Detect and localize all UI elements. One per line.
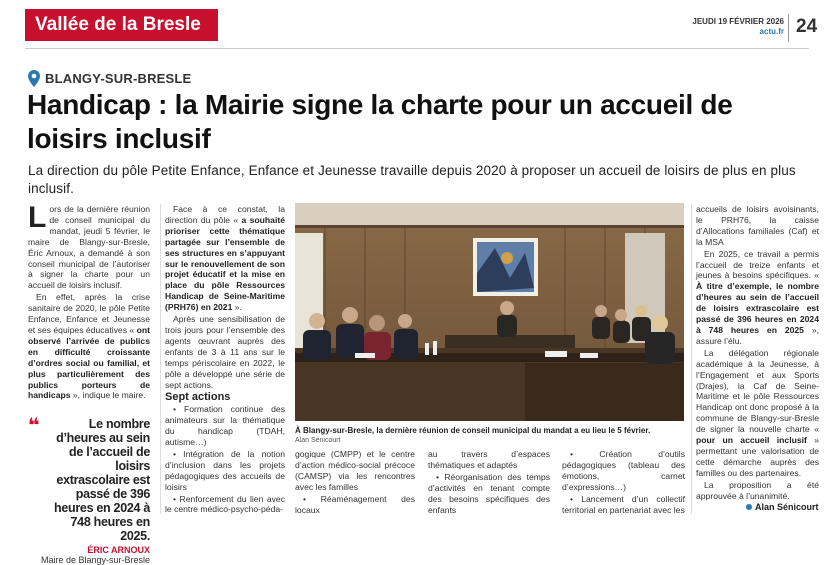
paragraph-text: La délégation régionale académique à la Jeunesse, à l’Engagement et aux Sports (Drajes), la Caf de Seine-Maritime et le pôle Ressources Handicap ont donc proposé à la commune de Blangy-sur-Bresle de signer la nouvelle charte « [696,347,819,435]
photo-caption: À Blangy-sur-Bresle, la dernière réunion de conseil municipal du mandat a eu lieu le 5 février. [295,426,651,435]
paragraph [28,292,150,401]
article-column-2 [165,204,285,516]
article-column-3 [295,449,415,516]
photo-credit: Alan Sénicourt [295,437,341,444]
paragraph-bold: a souhaité prioriser cette thématique partagée sur l’ensemble de ses structures en s’appuyant sur le renouvellement de son projet éducatif et la mise en place du pôle Ressources Handicap de Seine-Maritime (PRH76) en 2021 [165,214,285,313]
paragraph [696,249,819,347]
paragraph: Après une sensibilisation de trois jours pour l’ensemble des agents œuvrant auprès des enfants de 3 à 11 ans sur le temps périscolaire en 2022, le pôle a développé une série de sept actions. [165,314,285,390]
paragraph: La proposition a été approuvée à l’unanimité. [696,479,819,501]
paragraph-text: En effet, après la crise sanitaire de 2020, le pôle Petite Enfance, Enfance et Jeunesse et ses équipes éducatives « [28,292,150,335]
paragraph-text: ». [232,302,242,313]
article-column-4 [428,449,550,516]
paragraph-text: » permettant une valorisation de cette démarche auprès des familles ou des partenaires. [696,435,820,478]
author-name: Alan Sénicourt [755,502,819,512]
paragraph [28,201,150,291]
quote-author-role: Maire de Blangy-sur-Bresle [40,555,150,565]
column-divider [160,204,161,514]
header-divider [788,14,789,42]
pull-quote [28,417,150,565]
paragraph-text: ors de la dernière réunion de conseil municipal du mandat, jeudi 5 février, le maire de Blangy-sur-Bresle, Éric Arnoux, a demandé à son conseil municipal de l’autoriser à signer la charte pour un accueil de loisirs inclusif. [28,204,150,291]
list-item: • Formation continue des animateurs sur la thématique du handicap (TDAH, autisme…) [165,404,285,448]
paragraph-text: En 2025, ce travail a permis l’accueil de treize enfants et jeunes à besoins spécifiques. « [696,248,819,281]
publication-date: JEUDI 19 FÉVRIER 2026 [692,17,784,26]
paragraph-text: », assure l’élu. [696,324,819,346]
council-meeting-photo [295,203,684,421]
page-number: 24 [796,16,818,37]
paragraph-bold: À titre d’exemple, le nombre d’heures au sein de l’accueil de loisirs extrascolaire est passé de 396 heures en 2024 à 748 heures en 2025 [696,281,819,335]
section-subhead: Sept actions [165,391,231,404]
section-title: Vallée de la Bresle [25,9,218,41]
header-rule [25,48,809,49]
list-item: • Réorganisation des temps d’activités en tenant compte des besoins spécifiques des enfants [428,471,550,515]
paragraph-bold: ont observé l’arrivée de publics en difficulté croissante d’ordres social ou familial, et plus particulièrement des publics porteurs de handicaps [28,324,150,401]
article-column-5 [562,449,685,516]
paragraph-text: Face à ce constat, la direction du pôle « [165,204,285,225]
paragraph-bold: pour un accueil inclusif [696,435,807,446]
location-name: BLANGY-SUR-BRESLE [45,70,192,86]
paragraph [696,348,819,479]
site-link[interactable]: actu.fr [759,27,784,36]
quote-mark-icon: ❝ [28,415,40,437]
list-item: • Réaménagement des locaux [295,493,415,515]
list-item: • Renforcement du lien avec le centre médico-psycho-péda- [165,493,285,515]
article-column-6 [696,204,819,502]
paragraph: gogique (CMPP) et le centre d’action médico-social précoce (CAMSP) via les rencontres avec les familles [295,449,415,492]
column-divider [691,204,692,514]
list-item: • Intégration de la notion d’inclusion dans les projets pédagogiques des accueils de loisirs [165,448,285,492]
article-lead: La direction du pôle Petite Enfance, Enfance et Jeunesse travaille depuis 2020 à proposer un accueil de loisirs de plus en plus inclusif. [28,163,796,196]
location-tag [28,68,191,88]
location-pin-icon [28,70,40,87]
page-header [0,0,834,52]
article-headline: Handicap : la Mairie signe la charte pour un accueil de loisirs inclusif [27,89,733,154]
quote-text: Le nombre d’heures au sein de l’accueil de loisirs extrascolaire est passé de 396 heures en 2024 à 748 heures en 2025. [54,417,150,543]
paragraph-text: », indique le maire. [70,390,146,401]
article-column-1 [28,201,150,402]
drop-cap: L [28,201,47,234]
list-item: • Lancement d’un collectif territorial en partenariat avec les [562,493,685,515]
paragraph [165,204,285,313]
author-signature [746,502,819,512]
quote-author: ÉRIC ARNOUX [87,545,150,555]
list-item: • Création d’outils pédagogiques (tableau des émotions, carnet d’expressions…) [562,449,685,492]
article-photo [295,203,684,421]
paragraph: au travers d’espaces thématiques et adaptés [428,449,550,470]
paragraph: accueils de loisirs avoisinants, le PRH76, la caisse d’Allocations familiales (Caf) et la MSA [696,204,819,247]
bullet-dot-icon [746,504,752,510]
